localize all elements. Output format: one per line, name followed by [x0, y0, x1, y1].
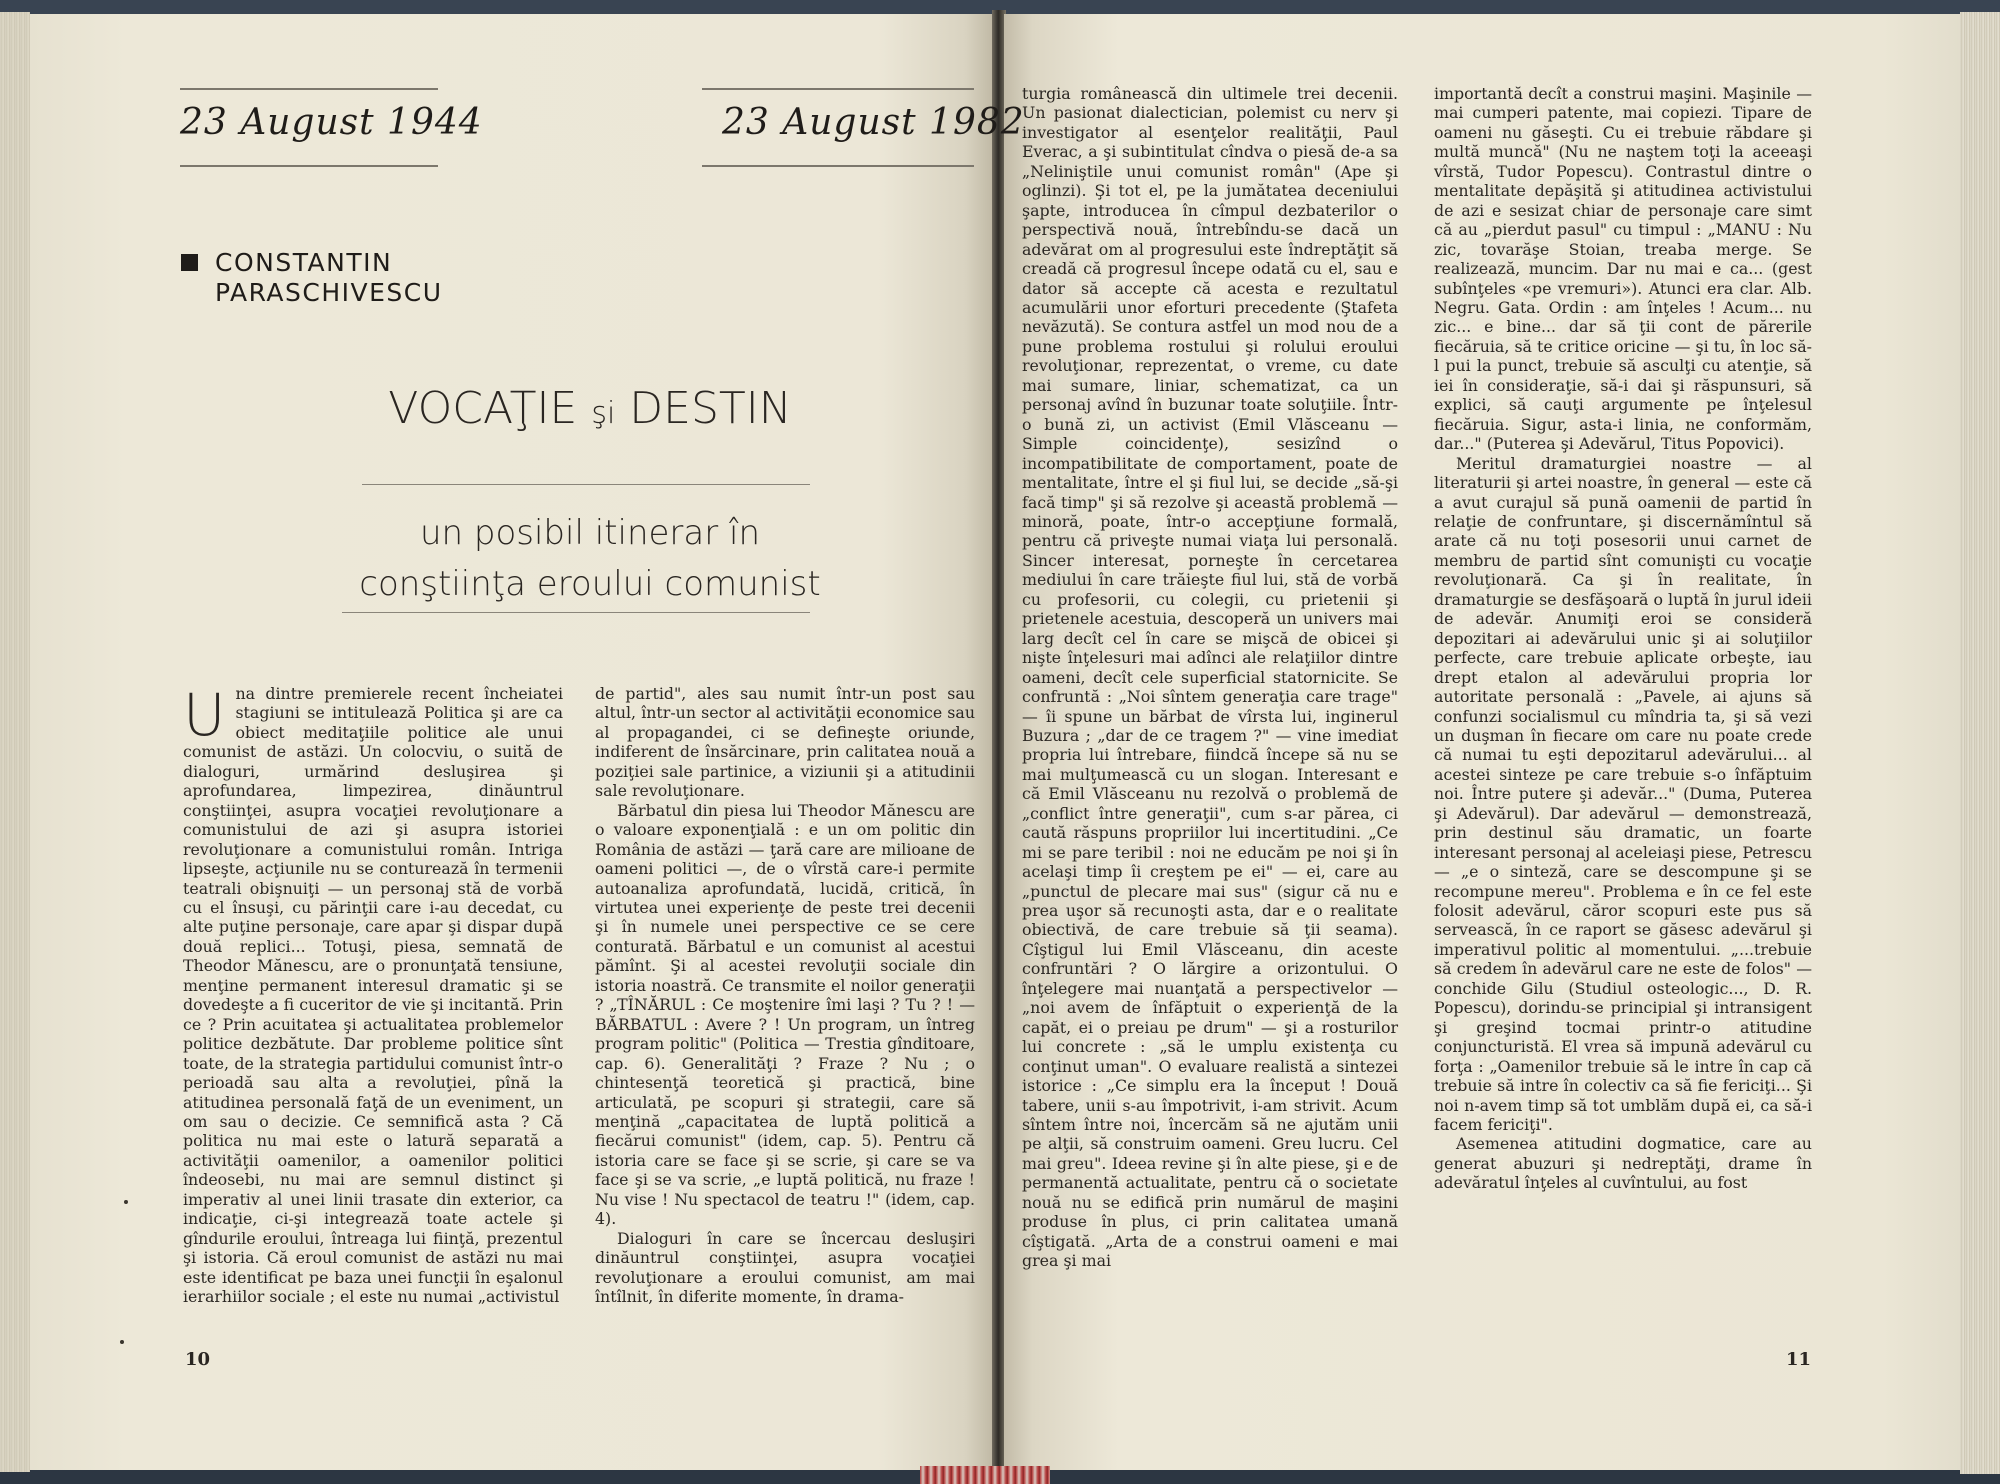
date-left-bottom-rule	[180, 165, 438, 167]
date-1944: 23 August 1944	[180, 102, 483, 143]
paragraph: Asemenea atitudini dogmatice, care au generat abuzuri şi nedreptăţi, drame în adevăratul înţeles al cuvîntului, au fost	[1434, 1134, 1812, 1193]
article-subtitle	[330, 508, 850, 610]
date-right-bottom-rule	[702, 165, 974, 167]
right-page-column-2	[1434, 84, 1812, 1193]
title-conjunction: şi	[591, 396, 616, 431]
date-right-top-rule	[702, 88, 974, 90]
print-speck	[124, 1200, 128, 1204]
page-number-left: 10	[185, 1349, 211, 1370]
author-last-name: PARASCHIVESCU	[215, 278, 443, 307]
title-rule	[362, 484, 810, 485]
subtitle-rule	[342, 612, 810, 613]
paragraph: importantă decît a construi maşini. Maşinile — mai cumperi patente, mai copiezi. Tipare de oameni nu găseşti. Cu ei trebuie răbdare şi multă muncă" (Nu ne naştem toţi la aceeaşi vîrstă, Tudor Popescu). Contrastul dintre o mentalitate depăşită şi atitudinea activistului de azi e sesizat chiar de personaje care simt că au „pierdut pasul" cu timpul : „MANU : Nu zic, tovarăşe Stoian, treaba merge. Se realizează, muncim. Dar nu mai e ca... (gest subînţeles «pe vremuri»). Atunci era clar. Alb. Negru. Gata. Ordin : am înţeles ! Acum... nu zic... e bine... dar să ţii cont de părerile fiecăruia, să te critice oricine — şi tu, în loc să-l pui la punct, trebuie să asculţi cu atenţie, să iei în consideraţie, să-i dai şi răspunsuri, să explici, să cauţi argumente pe înţelesul fiecăruia. Sigur, asta-i linia, ne conformăm, dar..." (Puterea şi Adevărul, Titus Popovici).	[1434, 84, 1812, 454]
drop-cap: U	[183, 681, 226, 749]
title-word-destin: DESTIN	[629, 383, 792, 434]
subtitle-line-2: conştiinţa eroului comunist	[359, 564, 821, 604]
left-page-column-1	[183, 681, 563, 1307]
date-1982: 23 August 1982	[722, 102, 1025, 143]
right-page-column-1	[1022, 84, 1398, 1271]
left-page-column-2	[595, 684, 975, 1307]
paragraph: de partid", ales sau numit într-un post sau altul, într-un sector al activităţii economice sau al propagandei, ci se defineşte oriunde, indiferent de însărcinare, prin calitatea nouă a poziţiei sale partinice, a viziunii şi a atitudinii sale revoluţionare.	[595, 684, 975, 801]
paragraph	[183, 681, 563, 1307]
paragraph: Dialoguri în care se încercau desluşiri dinăuntrul conştiinţei, asupra vocaţiei revoluţionare a eroului comunist, am mai întîlnit, în diferite momente, în drama-	[595, 1228, 975, 1307]
paragraph-text: na dintre premierele recent încheiatei stagiuni se intitulează Politica şi are ca obiect meditaţiile politice ale unui comunist de astăzi. Un colocviu, o suită de dialoguri, urmărind desluşirea şi aprofundarea, limpezirea, dinăuntrul conştiinţei, asupra vocaţiei revoluţionare a comunistului de azi şi asupra istoriei revoluţionare a comunistului român. Intriga lipseşte, acţiunile nu se conturează în termenii teatrali obişnuiţi — un personaj stă de vorbă cu el însuşi, cu părinţii care i-au decedat, cu alte puţine personaje, care apar şi dispar după două replici... Totuşi, piesa, semnată de Theodor Mănescu, are o pronunţată tensiune, menţine permanent interesul dramatic şi se dovedeşte a fi cuceritor de vie şi incitantă. Prin ce ? Prin acuitatea şi actualitatea problemelor politice dezbătute. Dar probleme politice sînt toate, de la strategia partidului comunist într-o perioadă sau alta a revoluţiei, pînă la atitudinea personală faţă de un eveniment, un om sau o decizie. Ce semnifică asta ? Că politica nu mai este o latură separată a activităţii oamenilor, a oamenilor politici îndeosebi, nu mai are semnul distinct şi imperativ al unei linii trasate din exterior, ca indicaţie, ci-şi integrează toate actele şi gîndurile eroului, întreaga lui fiinţă, prezentul şi istoria. Că eroul comunist de astăzi nu mai este identificat pe baza unei funcţii în eşalonul ierarhiilor sociale ; el este nu numai „activistul	[183, 684, 563, 1307]
article-title	[330, 383, 850, 434]
bookmark-ribbon	[920, 1466, 1050, 1484]
title-word-vocatie: VOCAŢIE	[388, 383, 578, 434]
paragraph: Meritul dramaturgiei noastre — al literaturii şi artei noastre, în general — este că a avut curajul să pună oamenii de partid în relaţie de confruntare, şi discernămîntul să arate că nu toţi posesorii unui carnet de membru de partid sînt comunişti cu vocaţie revoluţionară. Ca şi în realitate, în dramaturgie se desfăşoară o luptă în jurul ideii de adevăr. Anumiţi eroi se consideră depozitari ai adevărului unic şi ai soluţiilor perfecte, care trebuie aplicate orbeşte, iau drept etalon al adevărului propria lor autoritate personală : „Pavele, ai ajuns să confunzi socialismul cu mîndria ta, şi să vezi un duşman în fiecare om care nu poate crede că numai tu eşti depozitarul adevărului... al acestei sinteze pe care trebuie s-o înfăptuim noi. Între putere şi adevăr..." (Duma, Puterea şi Adevărul). Dar adevărul — demonstrează, prin destinul său dramatic, un foarte interesant personaj al aceleiaşi piese, Petrescu — „e o sinteză, care se descompune şi se recompune mereu". Problema e în ce fel este folosit adevărul, căror scopuri este pus să servească, în ce raport se găsesc adevărul şi imperativul politic al momentului. „...trebuie să credem în adevărul care ne este de folos" — conchide Gilu (Studiul osteologic..., D. R. Popescu), dorindu-se principial şi intransigent şi greşind tocmai printr-o atitudine conjuncturistă. El vrea să impună adevărul cu forţa : „Oamenilor trebuie să le intre în cap că trebuie să intre în colectiv ca să fie fericiţi... Şi noi n-avem timp să tot umblăm după ei, ca să-i facem fericiţi".	[1434, 453, 1812, 1135]
right-page-edges	[1960, 12, 2000, 1474]
paragraph: Bărbatul din piesa lui Theodor Mănescu are o valoare exponenţială : e un om politic din România de astăzi — ţară care are milioane de oameni politici —, de o vîrstă care-i permite autoanaliza aprofundată, lucidă, critică, în virtutea unei experienţe de peste trei decenii şi în numele unei perspective ce se cere conturată. Bărbatul e un comunist al acestui pămînt. Şi al acestei revoluţii sociale din istoria noastră. Ce transmite el noilor generaţii ? „TÎNĂRUL : Ce moştenire îmi laşi ? Tu ? ! — BĂRBATUL : Avere ? ! Un program, un întreg program politic" (Politica — Trestia gînditoare, cap. 6). Generalităţi ? Fraze ? Nu ; o chintesenţă teoretică şi practică, bine articulată, pe scopuri şi strategii, care să menţină „capacitatea de luptă politică a fiecărui comunist" (idem, cap. 5). Pentru că istoria care se face şi se scrie, şi care se va face şi se va scrie, „e luptă politică, nu fraze ! Nu vise ! Nu spectacol de teatru !" (idem, cap. 4).	[595, 800, 975, 1229]
author-name	[215, 248, 545, 308]
left-page-edges	[0, 12, 30, 1472]
date-left-top-rule	[180, 88, 438, 90]
author-bullet-icon	[181, 254, 198, 271]
print-speck	[120, 1340, 124, 1344]
paragraph: turgia românească din ultimele trei decenii. Un pasionat dialectician, polemist cu nerv şi investigator al esenţelor realităţii, Paul Everac, a şi subintitulat cîndva o piesă de-a sa „Neliniştile unui comunist român" (Ape şi oglinzi). Şi tot el, pe la jumătatea deceniului şapte, introducea în cîmpul dezbaterilor o perspectivă nouă, întrebîndu-se dacă un adevărat om al progresului este îndreptăţit să creadă că progresul începe odată cu el, sau e dator să accepte că acesta e rezultatul acumulării unor eforturi precedente (Ştafeta nevăzută). Se contura astfel un mod nou de a pune problema rostului şi rolului eroului revoluţionar, reprezentat, o vreme, cu date mai sumare, liniar, schematizat, ca un personaj avînd în buzunar toate soluţiile. Într-o bună zi, un activist (Emil Vlăsceanu — Simple coincidenţe), sesizînd o incompatibilitate de comportament, poate de mentalitate, între el şi fiul lui, se decide „să-şi facă timp" şi să rezolve şi această problemă — minoră, poate, într-o accepţiune formală, pentru că priveşte numai viaţa lui personală. Sincer interesat, porneşte în cercetarea mediului în care trăieşte fiul lui, stă de vorbă cu profesorii, cu colegii, cu prietenii şi prietenele acestuia, descoperă un univers mai larg decît cel în care se mişcă de obicei şi nişte înţelesuri mai adînci ale relaţiilor dintre oameni, decît cele superficial statornicite. Se confruntă : „Noi sîntem generaţia care trage" — îi spune un bărbat de vîrsta lui, inginerul Buzura ; „dar de ce tragem ?" — vine imediat propria lui întrebare, fiindcă începe să nu se mai mulţumească cu un slogan. Interesant e că Emil Vlăsceanu nu rezolvă o problemă de „conflict între generaţii", cum s-ar părea, ci caută răspuns propriilor lui incertitudini. „Ce mi se pare teribil : noi ne educăm pe noi şi în acelaşi timp îi creştem pe ei" — ei, care au „punctul de plecare mai sus" (sigur că nu e prea uşor să recunoşti asta, dar e o realitate obiectivă, de care trebuie să ţii seama). Cîştigul lui Emil Vlăsceanu, din aceste confruntări ? O lărgire a orizontului. O înţelegere mai nuanţată a perspectivelor — „noi avem de înfăptuit o experienţă de la capăt, ei o preiau pe drum" — şi a rosturilor lui concrete : „să le umplu existenţa cu conţinut uman". O evaluare realistă a sintezei istorice : „Ce simplu era la început ! Două tabere, unii s-au împotrivit, i-am strivit. Acum sîntem între noi, încercăm să ne ajutăm unii pe alţii, să construim oameni. Greu lucru. Cel mai greu". Ideea revine şi în alte piese, şi e de permanentă actualitate, pentru că o societate nouă nu se edifică prin numărul de maşini produse în plus, ci prin calitatea umană cîştigată. „Arta de a construi oameni e mai grea şi mai	[1022, 84, 1398, 1271]
subtitle-line-1: un posibil itinerar în	[419, 513, 761, 553]
author-first-name: CONSTANTIN	[215, 248, 393, 277]
page-number-right: 11	[1786, 1349, 1812, 1370]
